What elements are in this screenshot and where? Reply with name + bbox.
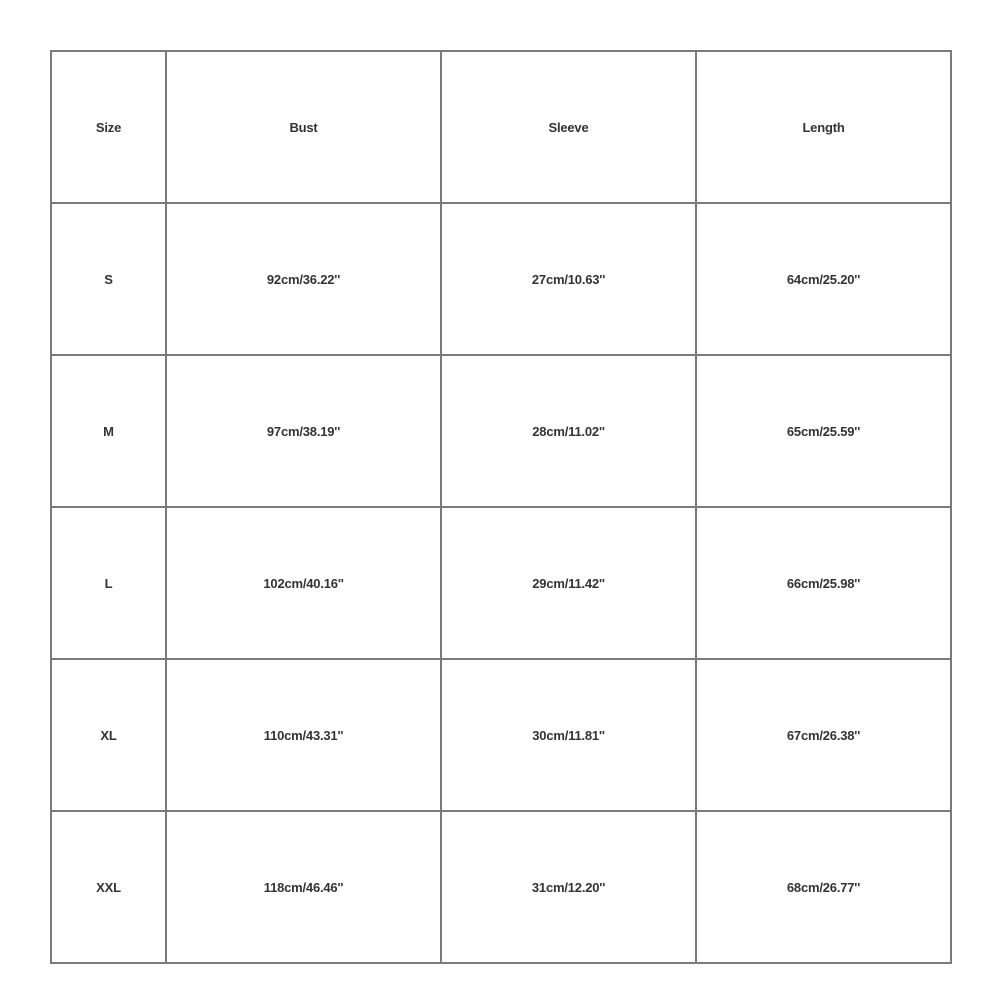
cell-bust: 92cm/36.22'' bbox=[166, 203, 441, 355]
table-row bbox=[51, 507, 951, 659]
cell-size: L bbox=[51, 507, 166, 659]
cell-size: M bbox=[51, 355, 166, 507]
cell-length: 68cm/26.77'' bbox=[696, 811, 951, 963]
cell-sleeve: 27cm/10.63'' bbox=[441, 203, 696, 355]
cell-size: S bbox=[51, 203, 166, 355]
cell-length: 65cm/25.59'' bbox=[696, 355, 951, 507]
table-row bbox=[51, 811, 951, 963]
cell-bust: 97cm/38.19'' bbox=[166, 355, 441, 507]
cell-sleeve: 29cm/11.42'' bbox=[441, 507, 696, 659]
header-length: Length bbox=[696, 51, 951, 203]
cell-sleeve: 31cm/12.20'' bbox=[441, 811, 696, 963]
cell-bust: 110cm/43.31'' bbox=[166, 659, 441, 811]
table-row bbox=[51, 203, 951, 355]
cell-sleeve: 28cm/11.02'' bbox=[441, 355, 696, 507]
table-row bbox=[51, 659, 951, 811]
header-sleeve: Sleeve bbox=[441, 51, 696, 203]
cell-bust: 102cm/40.16'' bbox=[166, 507, 441, 659]
table-row bbox=[51, 355, 951, 507]
cell-size: XL bbox=[51, 659, 166, 811]
header-size: Size bbox=[51, 51, 166, 203]
cell-length: 64cm/25.20'' bbox=[696, 203, 951, 355]
header-bust: Bust bbox=[166, 51, 441, 203]
cell-sleeve: 30cm/11.81'' bbox=[441, 659, 696, 811]
cell-size: XXL bbox=[51, 811, 166, 963]
cell-length: 66cm/25.98'' bbox=[696, 507, 951, 659]
cell-length: 67cm/26.38'' bbox=[696, 659, 951, 811]
cell-bust: 118cm/46.46'' bbox=[166, 811, 441, 963]
table-header-row bbox=[51, 51, 951, 203]
size-chart-table bbox=[50, 50, 952, 964]
